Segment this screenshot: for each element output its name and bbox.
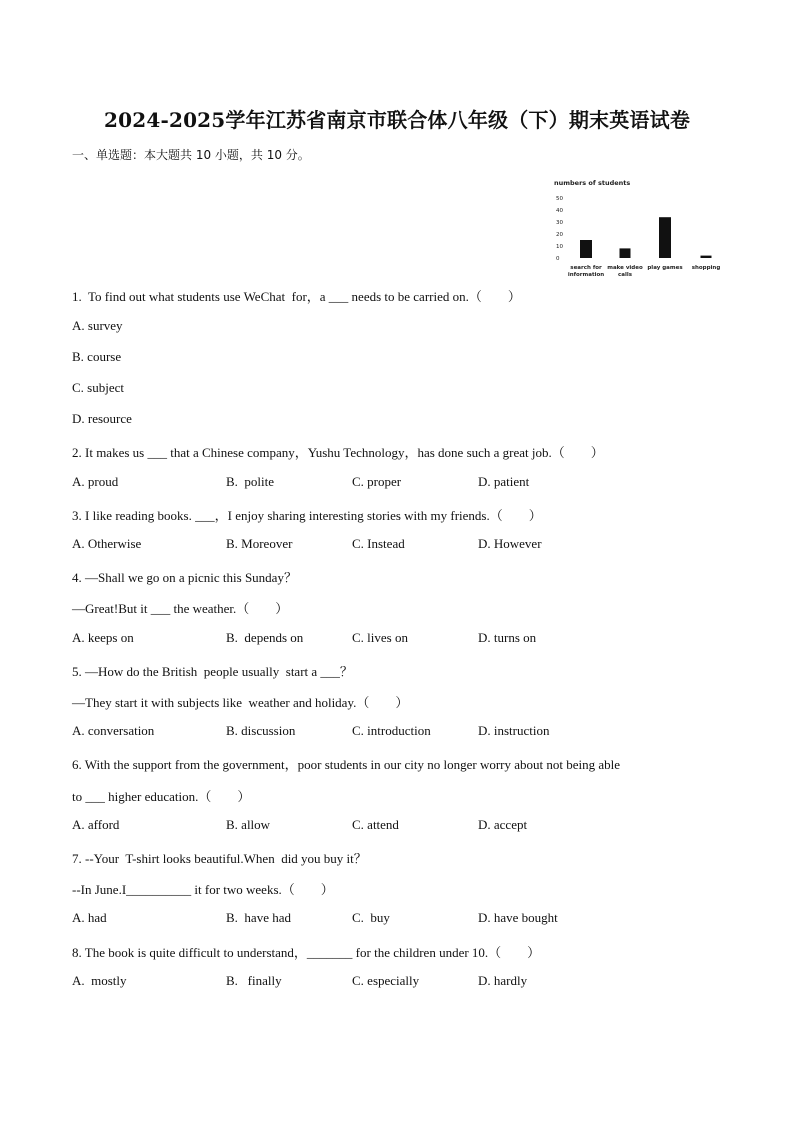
question-5-text: —They start it with subjects like weather and holiday.（ ） <box>72 695 409 710</box>
question-5-option: D. instruction <box>478 723 550 738</box>
question-2-option: D. patient <box>478 474 530 489</box>
chart-y-tick: 50 <box>556 196 563 202</box>
question-6-text: to ___ higher education.（ ） <box>72 789 251 804</box>
question-7-option: A. had <box>72 910 107 925</box>
question-1-text: 1. To find out what students use WeChat for，a ___ needs to be carried on.（ ） <box>72 289 521 304</box>
bar-chart-svg <box>548 176 728 280</box>
question-5-text: 5. —How do the British people usually start a ___？ <box>72 664 353 679</box>
question-4-text: 4. —Shall we go on a picnic this Sunday？ <box>72 570 297 585</box>
question-7-option: B. have had <box>226 910 291 925</box>
section-heading: 一、单选题：本大题共 10 小题，共 10 分。 <box>72 148 310 162</box>
chart-ylabel: numbers of students <box>554 179 631 187</box>
question-6-option: B. allow <box>226 817 271 832</box>
chart-bar <box>659 217 671 258</box>
bar-chart <box>548 176 728 280</box>
question-5-option: C. introduction <box>352 723 431 738</box>
question-6-option: A. afford <box>72 817 120 832</box>
chart-x-tick: shopping <box>691 265 721 271</box>
chart-bar <box>580 240 592 258</box>
chart-y-tick: 10 <box>556 244 563 250</box>
question-1-option: A. survey <box>72 318 123 333</box>
question-1-option: D. resource <box>72 411 132 426</box>
question-5-option: A. conversation <box>72 723 155 738</box>
question-3-option: C. Instead <box>352 536 405 551</box>
question-7-text: --In June.I__________ it for two weeks.（ ） <box>72 882 334 897</box>
question-2-option: B. polite <box>226 474 275 489</box>
question-3-option: D. However <box>478 536 542 551</box>
question-2-option: A. proud <box>72 474 119 489</box>
question-6-option: D. accept <box>478 817 528 832</box>
chart-y-tick: 40 <box>556 208 563 214</box>
question-6-option: C. attend <box>352 817 399 832</box>
question-4-option: C. lives on <box>352 630 408 645</box>
chart-x-tick: calls <box>617 272 633 278</box>
chart-x-tick: play games <box>647 265 683 271</box>
question-8-option: A. mostly <box>72 973 127 988</box>
question-8-option: C. especially <box>352 973 420 988</box>
exam-title: 2024-2025学年江苏省南京市联合体八年级（下）期末英语试卷 <box>103 108 691 132</box>
chart-x-tick: search for <box>570 265 602 271</box>
question-4-option: A. keeps on <box>72 630 134 645</box>
chart-y-tick: 30 <box>556 220 563 226</box>
question-3-option: B. Moreover <box>226 536 293 551</box>
question-1-option: B. course <box>72 349 122 364</box>
question-8-text: 8. The book is quite difficult to understand，_______ for the children under 10.（ ） <box>72 945 541 960</box>
question-7-text: 7. --Your T-shirt looks beautiful.When did you buy it？ <box>72 851 367 866</box>
question-2-option: C. proper <box>352 474 402 489</box>
question-4-option: D. turns on <box>478 630 537 645</box>
question-7-option: D. have bought <box>478 910 558 925</box>
question-3-option: A. Otherwise <box>72 536 142 551</box>
chart-bar <box>701 256 712 258</box>
question-4-option: B. depends on <box>226 630 304 645</box>
question-6-text: 6. With the support from the government，poor students in our city no longer worry about not being able <box>72 757 621 772</box>
question-3-text: 3. I like reading books. ___，I enjoy sharing interesting stories with my friends.（ ） <box>72 508 542 523</box>
chart-x-tick: information <box>567 272 605 278</box>
question-8-option: B. finally <box>226 973 282 988</box>
question-4-text: —Great!But it ___ the weather.（ ） <box>72 601 289 616</box>
chart-bar <box>620 248 631 258</box>
question-1-option: C. subject <box>72 380 124 395</box>
question-8-option: D. hardly <box>478 973 528 988</box>
question-5-option: B. discussion <box>226 723 296 738</box>
chart-y-tick: 0 <box>556 256 560 262</box>
chart-y-tick: 20 <box>556 232 563 238</box>
question-2-text: 2. It makes us ___ that a Chinese company，Yushu Technology，has done such a great job.（ ） <box>72 445 604 460</box>
chart-x-tick: make video <box>607 265 643 271</box>
question-7-option: C. buy <box>352 910 390 925</box>
